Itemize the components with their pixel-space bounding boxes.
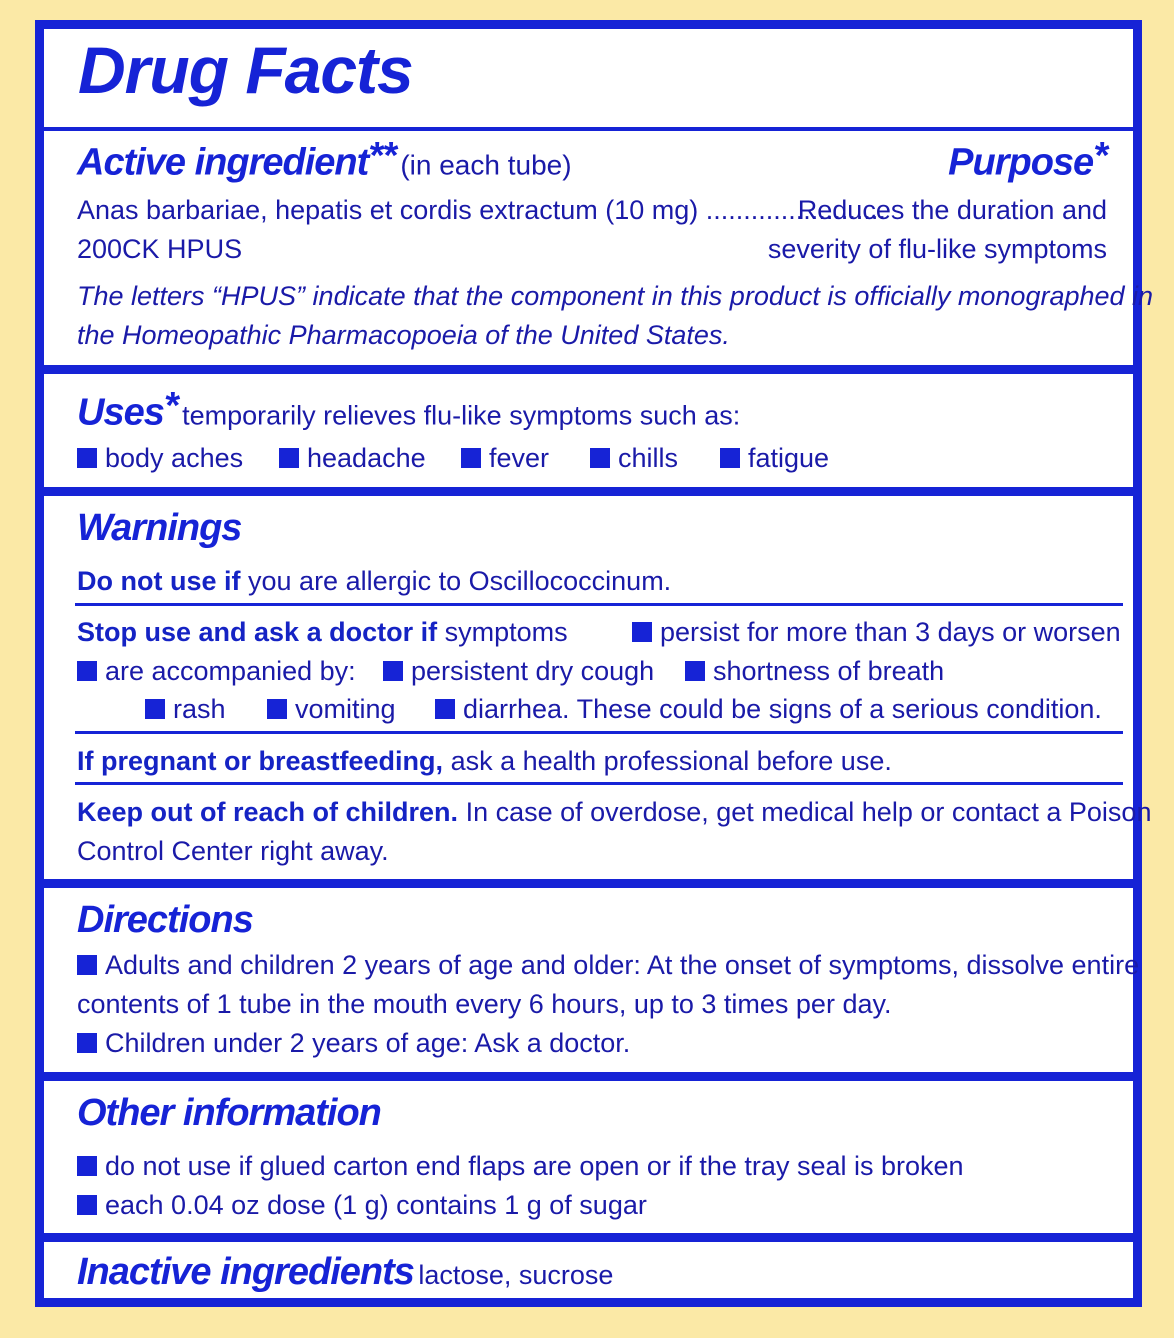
ingredient-line-1: Anas barbariae, hepatis et cordis extractum (10 mg) ........................ [77, 195, 886, 225]
active-ingredient-mark: ** [368, 135, 396, 177]
uses-intro: temporarily relieves flu-like symptoms such as: [182, 400, 741, 431]
stop-use-label: Stop use and ask a doctor if [77, 617, 438, 647]
warnings-heading: Warnings [77, 507, 242, 549]
bullet-icon [435, 699, 455, 719]
bullet-icon [77, 1156, 97, 1176]
bullet-icon [77, 661, 97, 681]
section-divider [44, 1072, 1133, 1081]
other-info-heading: Other information [77, 1092, 381, 1134]
bullet-icon [77, 448, 97, 468]
bullet-icon [77, 1033, 97, 1053]
purpose-line-2: severity of flu-like symptoms [767, 234, 1107, 264]
pregnant-line [77, 742, 892, 781]
title-divider [44, 127, 1133, 131]
active-ingredient-note: (in each tube) [400, 149, 572, 181]
warnings-rule [75, 603, 1123, 606]
section-divider [44, 879, 1133, 888]
warnings-rule [75, 731, 1123, 734]
active-ingredient-heading: Active ingredient [77, 141, 369, 184]
directions-line-3: Children under 2 years of age: Ask a doctor. [77, 1024, 630, 1063]
section-divider [44, 365, 1133, 374]
stop-item: are accompanied by: [77, 652, 356, 691]
purpose-line-1: Reduces the duration and [797, 195, 1107, 225]
section-divider [44, 487, 1133, 496]
bullet-icon [383, 661, 403, 681]
stop-item: vomiting [267, 690, 396, 729]
directions-heading: Directions [77, 899, 253, 941]
page-title: Drug Facts [78, 33, 413, 107]
do-not-use-label: Do not use if [77, 566, 241, 596]
bullet-icon [267, 699, 287, 719]
uses-item: fever [461, 439, 549, 478]
warnings-rule [75, 782, 1123, 785]
bullet-icon [632, 622, 652, 642]
bullet-icon [685, 661, 705, 681]
bullet-icon [77, 1195, 97, 1215]
directions-line-1: Adults and children 2 years of age and older: At the onset of symptoms, dissolve entire [77, 946, 1139, 985]
stop-item: persist for more than 3 days or worsen [632, 613, 1121, 652]
keep-out-line-2: Control Center right away. [77, 836, 389, 866]
uses-item: headache [279, 439, 426, 478]
hpus-line-1: The letters “HPUS” indicate that the component in this product is officially monographed in [77, 281, 1154, 311]
stop-use-text: symptoms [444, 617, 568, 647]
drug-facts-panel [35, 20, 1154, 1307]
bullet-icon [461, 448, 481, 468]
do-not-use-text: you are allergic to Oscillococcinum. [248, 566, 672, 596]
other-info-item: each 0.04 oz dose (1 g) contains 1 g of sugar [77, 1186, 647, 1225]
bullet-icon [77, 955, 97, 975]
directions-line-2: contents of 1 tube in the mouth every 6 hours, up to 3 times per day. [77, 989, 892, 1019]
do-not-use-line [77, 562, 671, 601]
uses-item: fatigue [720, 439, 829, 478]
active-ingredient-header [77, 135, 572, 184]
keep-out-label: Keep out of reach of children. [77, 797, 459, 827]
bullet-icon [279, 448, 299, 468]
uses-heading: Uses [77, 391, 164, 434]
purpose-heading: Purpose [948, 141, 1094, 184]
ingredient-line-2: 200CK HPUS [77, 234, 243, 264]
bullet-icon [145, 699, 165, 719]
pregnant-label: If pregnant or breastfeeding, [77, 746, 444, 776]
bullet-icon [720, 448, 740, 468]
uses-item: chills [590, 439, 678, 478]
uses-mark: * [163, 385, 178, 427]
keep-out-text: In case of overdose, get medical help or contact a Poison [465, 797, 1152, 827]
inactive-line [77, 1251, 613, 1295]
keep-out-line [77, 793, 1151, 832]
section-divider [44, 1233, 1133, 1242]
purpose-mark: * [1093, 135, 1107, 177]
pregnant-text: ask a health professional before use. [450, 746, 892, 776]
uses-item: body aches [77, 439, 243, 478]
other-info-item: do not use if glued carton end flaps are open or if the tray seal is broken [77, 1147, 964, 1186]
stop-item: diarrhea. These could be signs of a serious condition. [435, 690, 1102, 729]
bullet-icon [590, 448, 610, 468]
inactive-heading: Inactive ingredients [77, 1251, 414, 1293]
uses-header [77, 385, 740, 435]
purpose-header [948, 135, 1107, 184]
stop-item: persistent dry cough [383, 652, 654, 691]
inactive-text: lactose, sucrose [418, 1260, 614, 1290]
stop-item: rash [145, 690, 226, 729]
stop-use-line [77, 613, 568, 652]
stop-item: shortness of breath [685, 652, 944, 691]
hpus-line-2: the Homeopathic Pharmacopoeia of the United States. [77, 320, 730, 350]
